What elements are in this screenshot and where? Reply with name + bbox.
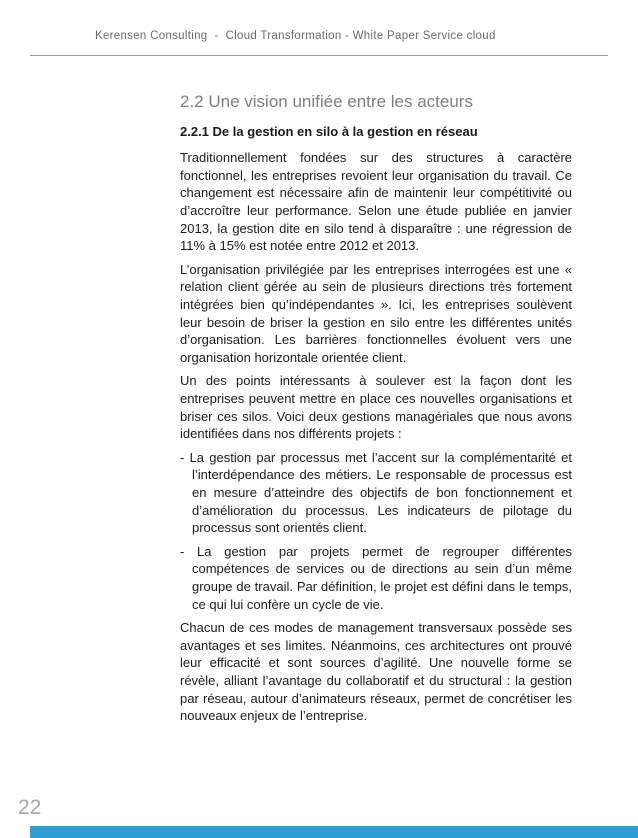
paragraph: L’organisation privilégiée par les entreprises interrogées est une « relation client gérée au sein de plusieurs directions très fortement intégrées bien qu’indépendantes ». Ici, les entreprises soulèvent leur besoin de briser la gestion en silo entre les différentes unités d’organisation. Les barrières fonctionnelles évoluent vers une organisation horizontale orientée client. <box>180 261 572 365</box>
header-title: Kerensen Consulting - Cloud Transformation - White Paper Service cloud <box>95 30 496 42</box>
page-number: 22 <box>18 796 42 819</box>
paragraph: Traditionnellement fondées sur des structures à caractère fonctionnel, les entreprises revoient leur organisation du travail. Ce changement est nécessaire afin de maintenir leur compétitivité ou d’accroître leur performance. Selon une étude publiée en janvier 2013, la gestion dite en silo tend à disparaître : une régression de 11% à 15% est notée entre 2012 et 2013. <box>180 150 572 254</box>
section-title: 2.2 Une vision unifiée entre les acteurs <box>180 92 473 111</box>
page-content <box>180 92 572 731</box>
bullet-paragraph: - La gestion par processus met l’accent sur la complémentarité et l’interdépendance des métiers. Le responsable de processus est en mesure d’atteindre des objectifs de bon fonctionnement et d’amélioration du processus. Les indicateurs de pilotage du processus sont orientés client. <box>180 449 572 536</box>
paragraph: Chacun de ces modes de management transversaux possède ses avantages et ses limites. Néanmoins, ces architectures ont prouvé leur efficacité et sont sources d’agilité. Une nouvelle forme se révèle, alliant l’avantage du collaboratif et du structural : la gestion par réseau, autour d’animateurs réseaux, permet de concrétiser les nouveaux enjeux de l’entreprise. <box>180 620 572 724</box>
bullet-paragraph: - La gestion par projets permet de regrouper différentes compétences de services ou de directions au sein d’un même groupe de travail. Par définition, le projet est défini dans le temps, ce qui lui confère un cycle de vie. <box>180 543 572 612</box>
subsection-title: 2.2.1 De la gestion en silo à la gestion en réseau <box>180 124 478 140</box>
paragraph: Un des points intéressants à soulever est la façon dont les entreprises peuvent mettre en place ces nouvelles organisations et briser ces silos. Voici deux gestions managériales que nous avons identifiées dans nos différents projets : <box>180 373 572 442</box>
footer-accent-bar <box>30 826 638 838</box>
header-rule <box>30 55 608 56</box>
